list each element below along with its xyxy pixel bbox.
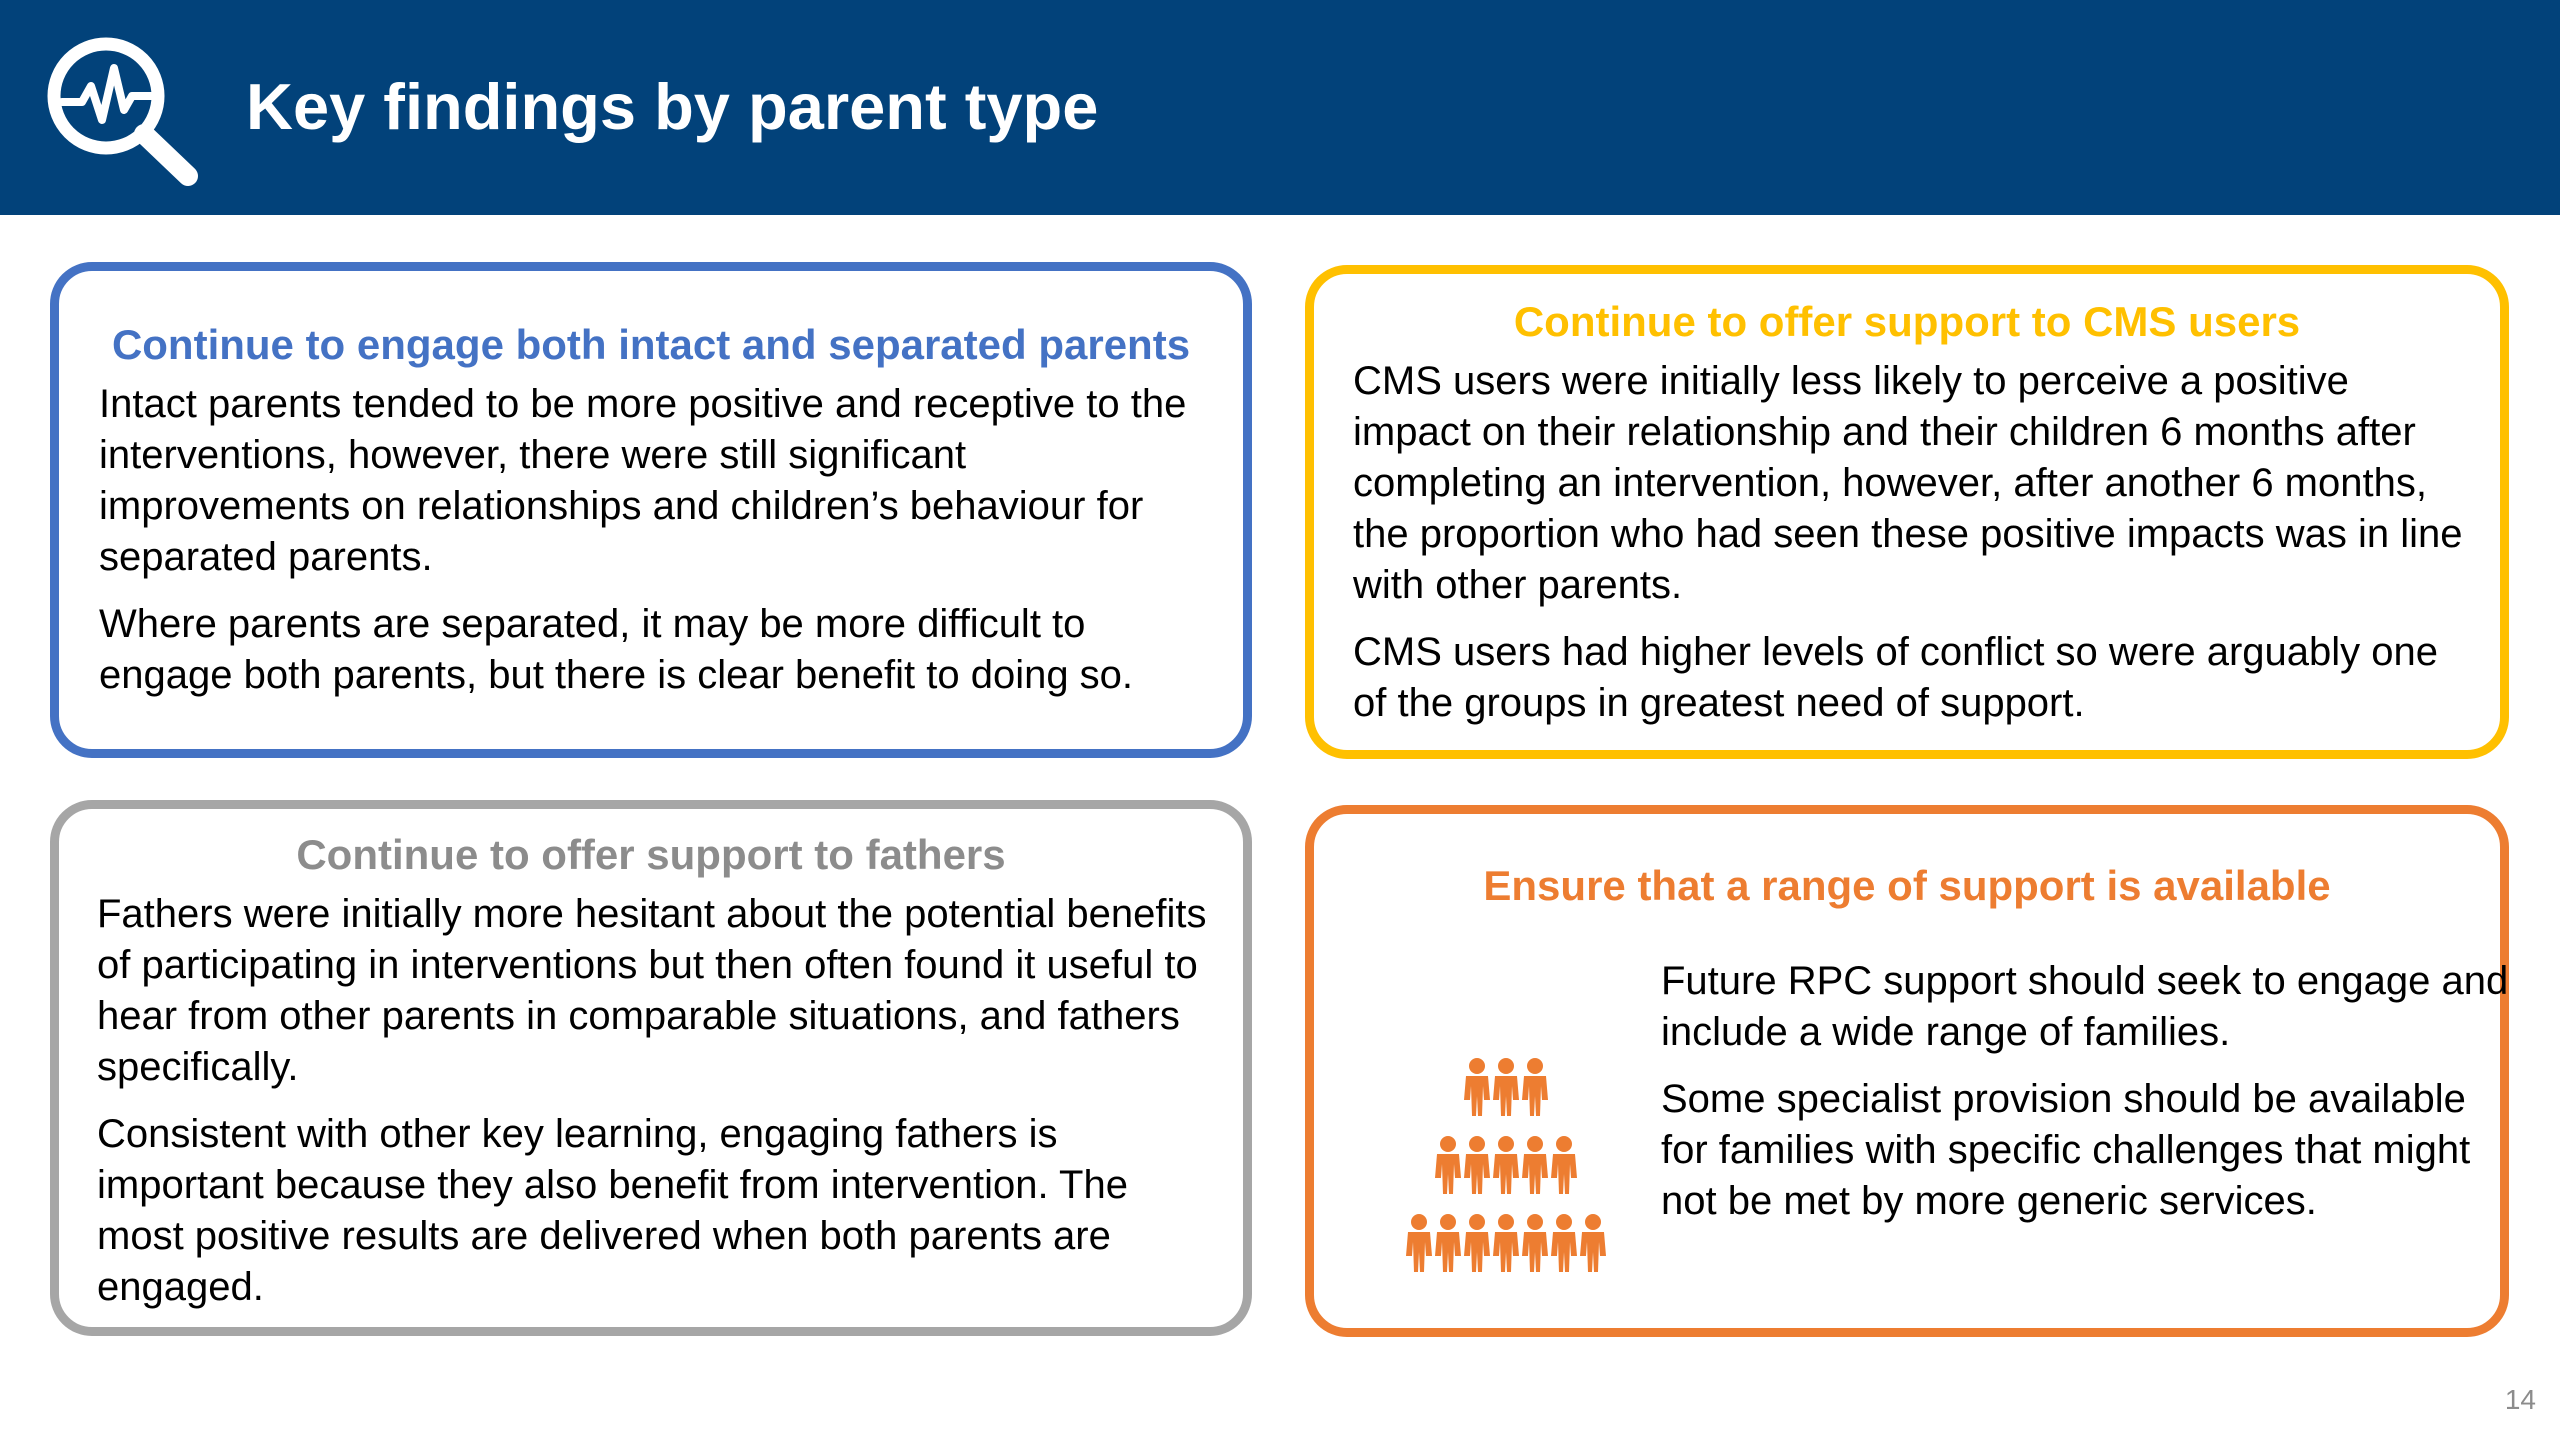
card-paragraph: Where parents are separated, it may be more difficult to engage both parents, but there is clear benefit to doing so. (99, 602, 1134, 697)
page-number: 14 (2504, 1384, 2536, 1415)
card-paragraph: CMS users were initially less likely to perceive a positive impact on their relationship and their children 6 months after completing an intervention, however, after another 6 months, the proportion who had seen these positive impacts was in line with other parents. (1353, 359, 2463, 607)
card-title: Ensure that a range of support is available (1483, 862, 2331, 909)
card-paragraph: Fathers were initially more hesitant about the potential benefits of participating in interventions but then often found it useful to hear from other parents in comparable situations, and fathers specifically. (97, 892, 1207, 1089)
card-intact-separated-parents (50, 262, 1252, 758)
card-paragraph: Intact parents tended to be more positive and receptive to the interventions, however, there were still significant improvements on relationships and children’s behaviour for separated parents. (99, 382, 1187, 579)
card-body (97, 889, 1213, 1313)
card-range-of-support (1305, 805, 2509, 1337)
card-body (1353, 356, 2470, 729)
card-body (1661, 956, 2521, 1227)
header-banner (0, 0, 2560, 215)
card-body (99, 379, 1213, 701)
card-paragraph: Future RPC support should seek to engage and include a wide range of families. (1661, 959, 2509, 1054)
page-title: Key findings by parent type (246, 70, 1099, 143)
card-title: Continue to offer support to fathers (296, 831, 1006, 878)
card-fathers (50, 800, 1252, 1336)
card-cms-users (1305, 265, 2509, 759)
card-content (1364, 914, 2509, 1294)
people-pyramid-icon (1394, 1034, 1624, 1294)
card-paragraph: Consistent with other key learning, engaging fathers is important because they also benefit from intervention. The most positive results are delivered when both parents are engaged. (97, 1112, 1128, 1309)
card-paragraph: Some specialist provision should be available for families with specific challenges that might not be met by more generic services. (1661, 1077, 2471, 1223)
card-title: Continue to offer support to CMS users (1513, 298, 2301, 345)
magnifier-pulse-icon (38, 30, 203, 190)
card-paragraph: CMS users had higher levels of conflict so were arguably one of the groups in greatest need of support. (1353, 630, 2438, 725)
card-title: Continue to engage both intact and separated parents (111, 321, 1191, 368)
